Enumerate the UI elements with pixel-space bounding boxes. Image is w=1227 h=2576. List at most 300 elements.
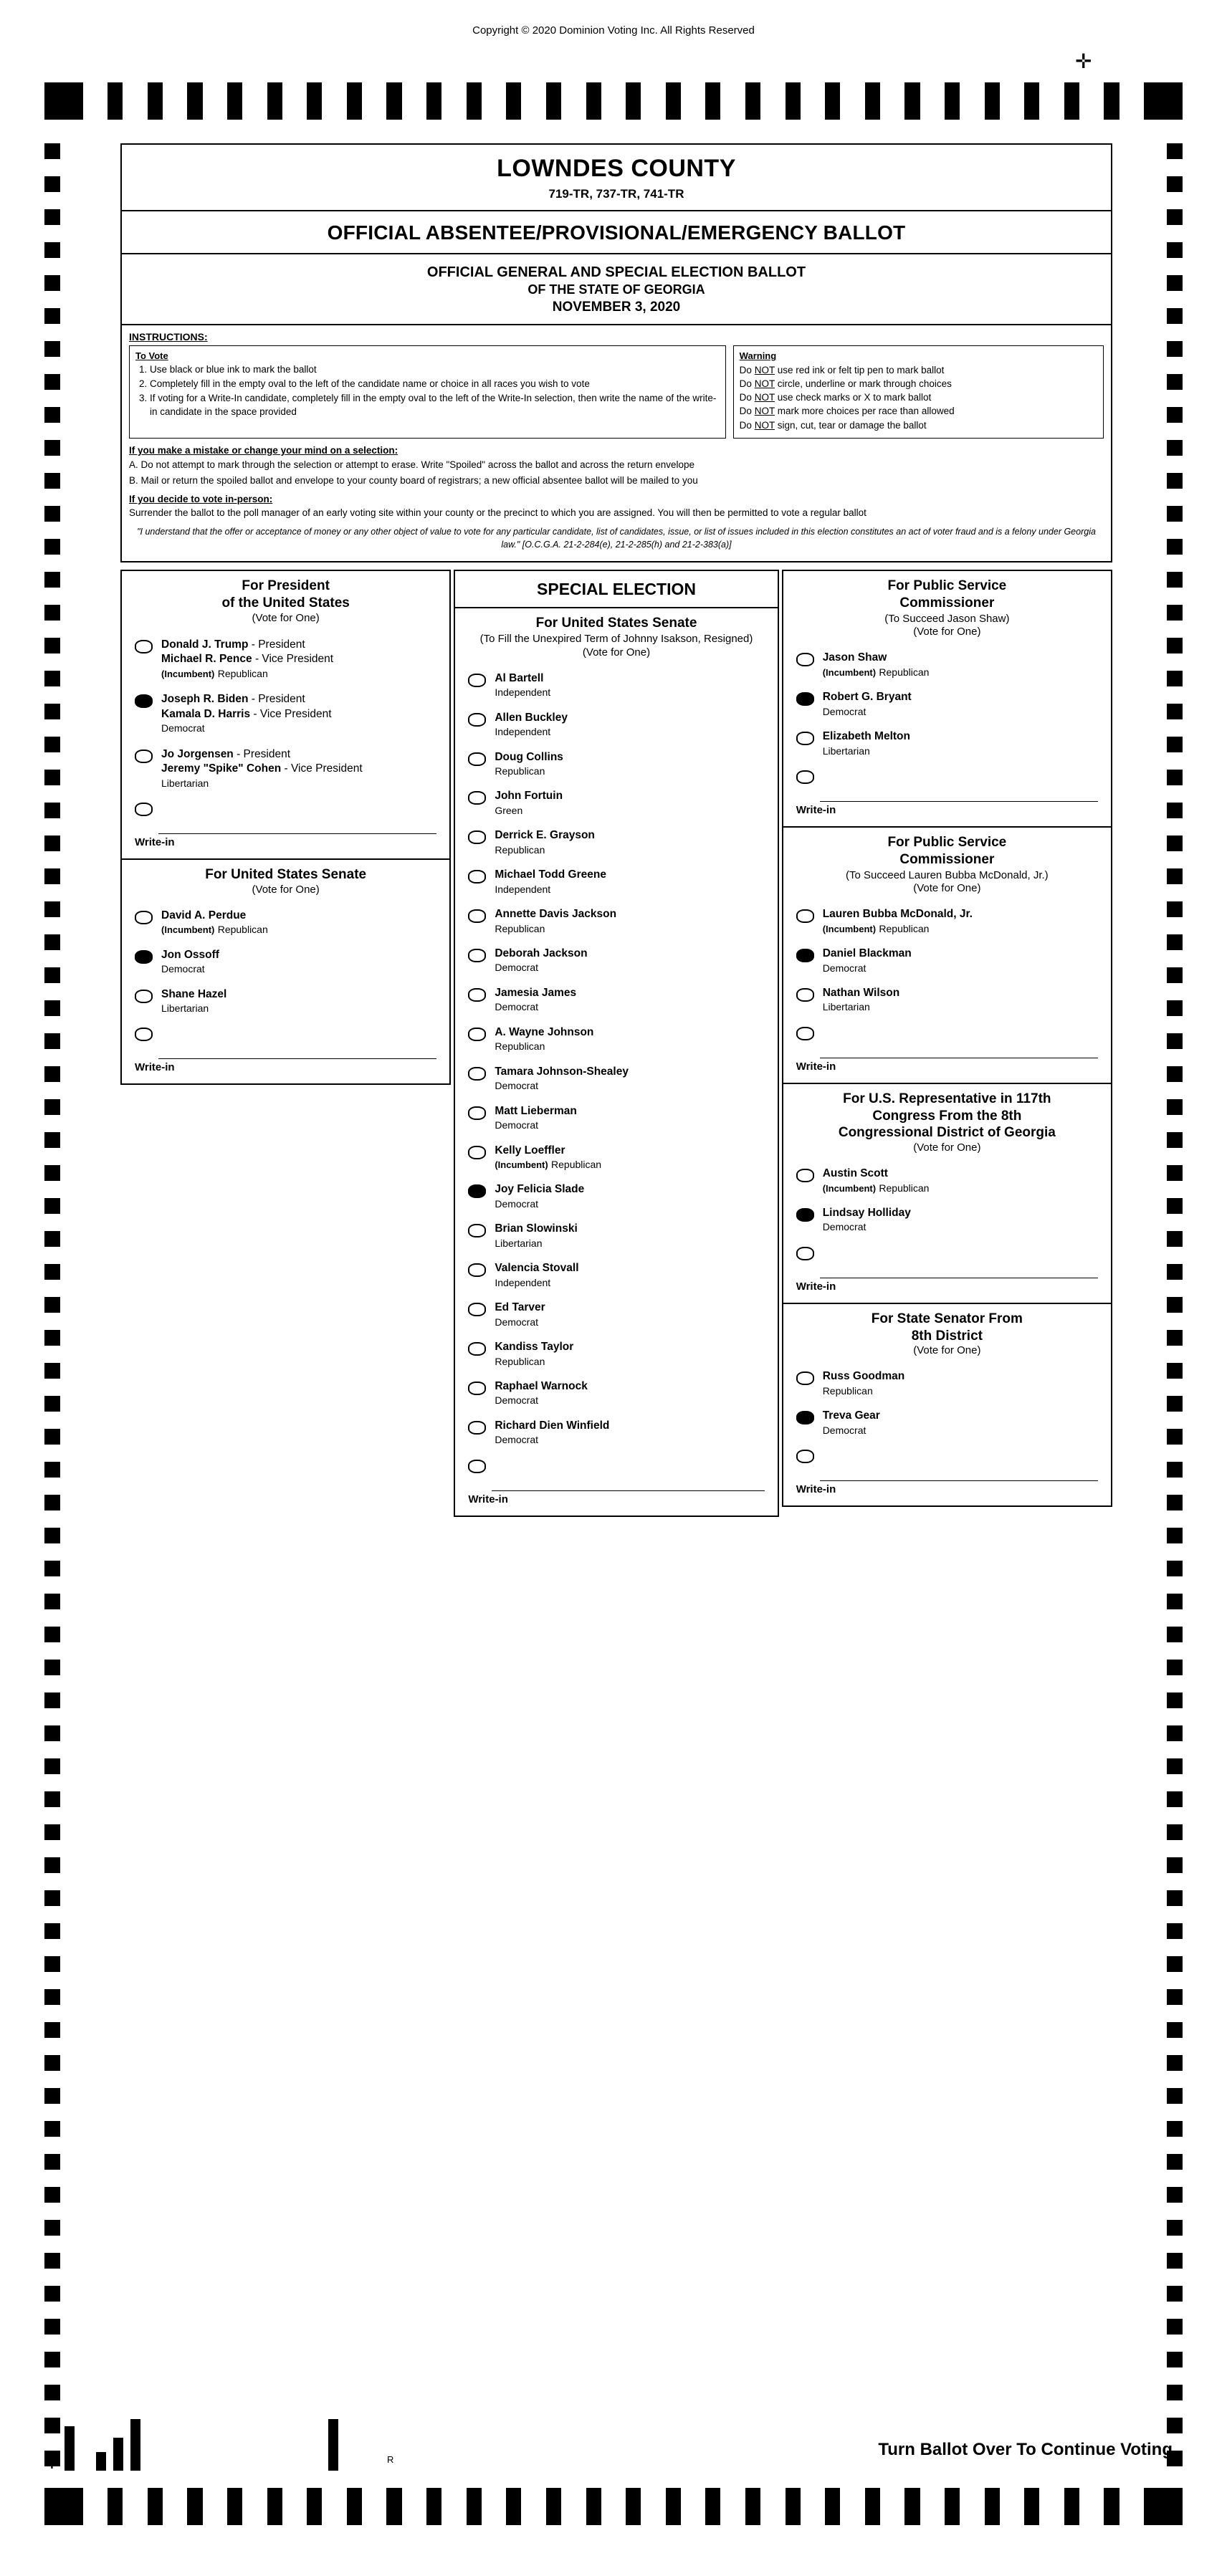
- candidate-option[interactable]: [783, 1404, 1111, 1443]
- candidate-name: Lauren Bubba McDonald, Jr.: [822, 908, 973, 921]
- vote-oval[interactable]: [468, 1224, 486, 1237]
- contest-title-line: For State Senator From: [871, 1311, 1023, 1326]
- vote-oval[interactable]: [468, 1460, 486, 1473]
- vote-oval[interactable]: [468, 830, 486, 844]
- candidate-option[interactable]: [783, 942, 1111, 981]
- candidate-name: David A. Perdue: [161, 909, 247, 921]
- candidate-option[interactable]: [455, 1256, 777, 1296]
- candidate-party: Libertarian: [822, 1001, 870, 1013]
- candidate-text: [495, 868, 606, 897]
- candidate-option[interactable]: [455, 1020, 777, 1060]
- contest-title-line: Commissioner: [899, 851, 995, 867]
- contest-title: [783, 1304, 1111, 1362]
- right-timing-marks: [1167, 143, 1183, 2484]
- vote-oval[interactable]: [796, 1169, 814, 1182]
- vote-oval[interactable]: [135, 950, 153, 964]
- candidate-party: (Incumbent) Republican: [822, 1182, 930, 1194]
- contest-title-line: Commissioner: [899, 595, 995, 611]
- candidate-name: Allen Buckley: [495, 711, 568, 724]
- contest-subtitle: (To Succeed Lauren Bubba McDonald, Jr.): [846, 868, 1049, 881]
- candidate-party: Republican: [495, 843, 545, 856]
- contest-psc-shaw: [782, 570, 1112, 828]
- contest-vote-for: (Vote for One): [913, 1141, 981, 1154]
- ballot-id-marks: [44, 2415, 446, 2471]
- candidate-option[interactable]: [455, 706, 777, 745]
- contest-title: [455, 608, 777, 663]
- candidate-name: Jamesia James: [495, 986, 577, 999]
- candidate-party: Republican: [495, 1355, 545, 1367]
- contest-us-senate-regular: [120, 858, 451, 1085]
- candidate-option[interactable]: [455, 666, 777, 706]
- contest-title-line: For Public Service: [887, 578, 1007, 594]
- mistake-heading: If you make a mistake or change your mind on a selection:: [129, 444, 398, 456]
- candidate-party: Democrat: [495, 1316, 539, 1328]
- candidate-party: Democrat: [495, 962, 539, 974]
- candidate-option[interactable]: [783, 1162, 1111, 1201]
- candidate-option[interactable]: [455, 823, 777, 863]
- warning-item: Do NOT mark more choices per race than allowed: [739, 406, 955, 417]
- writein-option[interactable]: [455, 1453, 777, 1473]
- candidate-party: (Incumbent) Republican: [161, 667, 268, 679]
- writein-line[interactable]: [158, 819, 436, 834]
- instruction-step: 3. If voting for a Write-In candidate, completely fill in the empty oval to the left of the Write-In selection, then write the name of the write-in candidate in the space provided: [150, 392, 720, 418]
- candidate-party: Libertarian: [822, 744, 870, 757]
- contest-options: [122, 629, 449, 858]
- candidate-text: [495, 750, 563, 780]
- candidate-party: Democrat: [495, 1119, 539, 1131]
- candidate-name: Doug Collins: [495, 750, 563, 763]
- candidate-option[interactable]: [122, 904, 449, 943]
- candidate-text: [495, 671, 550, 701]
- contest-options: [783, 643, 1111, 826]
- candidate-name: Kelly Loeffler: [495, 1144, 565, 1157]
- candidate-name: Ed Tarver: [495, 1301, 545, 1314]
- candidate-text: [823, 1167, 930, 1196]
- candidate-name: Al Bartell: [495, 671, 544, 684]
- candidate-option[interactable]: [455, 1139, 777, 1178]
- candidate-text: [161, 987, 226, 1017]
- candidate-text: [495, 1301, 545, 1330]
- instructions-heading: INSTRUCTIONS:: [129, 331, 208, 343]
- writein-label: Write-in: [796, 1280, 836, 1293]
- candidate-text: [161, 692, 332, 736]
- candidate-option[interactable]: [455, 1217, 777, 1256]
- candidate-party: Democrat: [822, 705, 866, 717]
- writein-line[interactable]: [820, 1263, 1098, 1278]
- candidate-name: Shane Hazel: [161, 987, 227, 1000]
- candidate-name: Matt Lieberman: [495, 1104, 577, 1117]
- writein-option[interactable]: [122, 1021, 449, 1041]
- candidate-option[interactable]: [783, 1364, 1111, 1404]
- special-election-header: SPECIAL ELECTION: [455, 571, 777, 608]
- candidate-option[interactable]: [455, 745, 777, 785]
- candidate-text: [161, 638, 333, 681]
- warning-item: Do NOT use check marks or X to mark ballot: [739, 392, 932, 403]
- turn-ballot-over-notice: Turn Ballot Over To Continue Voting: [878, 2440, 1173, 2459]
- to-vote-box: [129, 345, 726, 439]
- vote-oval[interactable]: [468, 1067, 486, 1081]
- candidate-text: [495, 1261, 578, 1291]
- candidate-text: [161, 747, 363, 791]
- candidate-name: Austin Scott: [822, 1167, 888, 1180]
- contest-title: [122, 571, 449, 629]
- running-mate-name: Michael R. Pence - Vice President: [161, 653, 334, 666]
- writein-line[interactable]: [158, 1044, 436, 1059]
- writein-area[interactable]: [122, 1041, 449, 1078]
- vote-oval[interactable]: [796, 732, 814, 745]
- writein-area[interactable]: [783, 1260, 1111, 1297]
- candidate-option[interactable]: [122, 742, 449, 796]
- candidate-party: Republican: [495, 1040, 545, 1053]
- candidate-text: [161, 909, 268, 938]
- writein-area[interactable]: [783, 1463, 1111, 1500]
- candidate-name: Deborah Jackson: [495, 947, 588, 960]
- election-date: NOVEMBER 3, 2020: [552, 300, 681, 315]
- vote-oval[interactable]: [135, 694, 153, 708]
- candidate-text: [495, 1065, 629, 1094]
- candidate-option[interactable]: [122, 982, 449, 1022]
- candidate-name: Donald J. Trump - President: [161, 638, 305, 651]
- candidate-option[interactable]: [783, 685, 1111, 724]
- candidate-text: [495, 789, 563, 818]
- candidate-name: Jason Shaw: [822, 651, 887, 664]
- candidate-option[interactable]: [122, 632, 449, 686]
- candidate-text: [161, 948, 219, 977]
- vote-oval[interactable]: [468, 791, 486, 805]
- candidate-option[interactable]: [455, 1374, 777, 1414]
- candidate-option[interactable]: [455, 981, 777, 1020]
- candidate-text: [495, 1104, 577, 1134]
- writein-area[interactable]: [122, 816, 449, 853]
- vote-oval[interactable]: [468, 1421, 486, 1435]
- candidate-party: Democrat: [161, 963, 205, 975]
- candidate-name: Robert G. Bryant: [822, 691, 912, 704]
- vote-oval[interactable]: [468, 988, 486, 1002]
- candidate-option[interactable]: [455, 784, 777, 823]
- contest-title: [783, 828, 1111, 899]
- writein-label: Write-in: [796, 1060, 836, 1073]
- candidate-text: [495, 1379, 588, 1409]
- vote-oval[interactable]: [468, 1382, 486, 1395]
- contest-title-line: For Public Service: [887, 835, 1007, 851]
- instruction-step: 1. Use black or blue ink to mark the ballot: [150, 363, 720, 376]
- instructions-block: [122, 325, 1111, 561]
- candidate-party: Green: [495, 804, 523, 816]
- vote-oval[interactable]: [135, 911, 153, 924]
- writein-label: Write-in: [796, 1483, 836, 1496]
- election-line-2: OF THE STATE OF GEORGIA: [527, 282, 705, 297]
- inperson-text: Surrender the ballot to the poll manager of an early voting site within your county or the precinct to which you are assigned. You will then be permitted to vote a regular ballot: [129, 507, 866, 519]
- contest-vote-for: (Vote for One): [252, 883, 320, 896]
- contest-options: [122, 901, 449, 1084]
- contest-special-election: [454, 570, 778, 1516]
- candidate-name: Annette Davis Jackson: [495, 908, 617, 921]
- candidate-party: Democrat: [822, 1221, 866, 1233]
- warning-item: Do NOT circle, underline or mark through choices: [739, 378, 952, 390]
- candidate-text: [495, 1182, 584, 1212]
- writein-option[interactable]: [122, 796, 449, 816]
- warning-box: [733, 345, 1104, 439]
- candidate-name: Nathan Wilson: [822, 986, 900, 999]
- candidate-option[interactable]: [783, 1201, 1111, 1240]
- candidate-name: Joy Felicia Slade: [495, 1183, 585, 1196]
- mistake-option-b: B. Mail or return the spoiled ballot and envelope to your county board of registrars; a new official absentee ballot will be mailed to you: [129, 475, 698, 486]
- candidate-name: Kandiss Taylor: [495, 1341, 574, 1354]
- candidate-option[interactable]: [783, 724, 1111, 764]
- vote-oval[interactable]: [468, 1263, 486, 1277]
- contest-vote-for: (Vote for One): [582, 646, 651, 659]
- candidate-party: Democrat: [495, 1080, 539, 1092]
- candidate-party: (Incumbent) Republican: [822, 922, 930, 934]
- candidate-option[interactable]: [455, 942, 777, 981]
- vote-oval[interactable]: [468, 752, 486, 766]
- candidate-party: Democrat: [495, 1394, 539, 1407]
- candidate-name: Brian Slowinski: [495, 1222, 578, 1235]
- precinct-codes: 719-TR, 737-TR, 741-TR: [548, 187, 684, 201]
- candidate-party: Democrat: [822, 962, 866, 974]
- contest-title-line: 8th District: [911, 1328, 983, 1344]
- election-line-1: OFFICIAL GENERAL AND SPECIAL ELECTION BALLOT: [426, 264, 806, 280]
- candidate-option[interactable]: [455, 902, 777, 942]
- vote-oval[interactable]: [796, 1247, 814, 1260]
- candidate-party: Independent: [495, 883, 551, 895]
- ballot-content: [120, 143, 1112, 1516]
- top-timing-marks: [44, 82, 1183, 120]
- contest-vote-for: (Vote for One): [252, 611, 320, 624]
- candidate-option[interactable]: [122, 686, 449, 741]
- candidate-text: [495, 1222, 577, 1251]
- candidate-party: Democrat: [822, 1424, 866, 1436]
- vote-oval[interactable]: [135, 990, 153, 1003]
- voter-fraud-oath: "I understand that the offer or acceptance of money or any other object of value to vote for any particular candidate, list of candidates, issue, or list of issues included in this election constitutes an act of voter fraud and is a felony under Georgia law." [O.C.G.A. 21-2-284(e), 21-2-285(h) and 21-2-383(a)]: [137, 527, 1096, 550]
- candidate-option[interactable]: [783, 646, 1111, 685]
- candidate-name: John Fortuin: [495, 790, 563, 803]
- county-header: [122, 145, 1111, 211]
- candidate-party: Libertarian: [161, 777, 209, 789]
- writein-label: Write-in: [135, 836, 175, 849]
- contest-options: [455, 664, 777, 1516]
- candidate-party: Independent: [495, 1276, 551, 1288]
- candidate-name: Russ Goodman: [822, 1370, 905, 1383]
- contest-us-rep-8: [782, 1083, 1112, 1304]
- candidate-text: [823, 907, 973, 937]
- contest-columns: [120, 570, 1112, 1515]
- candidate-party: Republican: [495, 765, 545, 777]
- candidate-party: Democrat: [161, 722, 205, 734]
- contest-options: [783, 1159, 1111, 1303]
- candidate-party: Independent: [495, 726, 551, 738]
- warning-item: Do NOT use red ink or felt tip pen to mark ballot: [739, 365, 945, 375]
- candidate-text: [823, 986, 900, 1015]
- candidate-option[interactable]: [455, 1296, 777, 1335]
- instruction-step: 2. Completely fill in the empty oval to the left of the candidate name or choice in all races you wish to vote: [150, 378, 720, 391]
- candidate-text: [823, 1409, 880, 1438]
- candidate-option[interactable]: [783, 981, 1111, 1020]
- candidate-text: [495, 711, 568, 740]
- contest-state-senator-8: [782, 1303, 1112, 1507]
- writein-option[interactable]: [783, 1443, 1111, 1463]
- contest-title-line: For President: [242, 578, 330, 594]
- contest-psc-mcdonald: [782, 826, 1112, 1084]
- copyright-notice: Copyright © 2020 Dominion Voting Inc. All Rights Reserved: [472, 24, 755, 37]
- contest-vote-for: (Vote for One): [913, 882, 981, 895]
- contest-subtitle: (To Fill the Unexpired Term of Johnny Isakson, Resigned): [479, 633, 753, 646]
- candidate-option[interactable]: [455, 1099, 777, 1139]
- candidate-party: (Incumbent) Republican: [161, 924, 268, 936]
- candidate-name: Treva Gear: [822, 1409, 880, 1422]
- candidate-party: (Incumbent) Republican: [822, 666, 930, 678]
- candidate-option[interactable]: [783, 902, 1111, 942]
- writein-line[interactable]: [820, 787, 1098, 802]
- writein-label: Write-in: [135, 1061, 175, 1074]
- county-name: LOWNDES COUNTY: [497, 155, 736, 182]
- candidate-name: Derrick E. Grayson: [495, 829, 595, 842]
- contest-vote-for: (Vote for One): [913, 626, 981, 638]
- vote-oval[interactable]: [796, 909, 814, 923]
- candidate-option[interactable]: [455, 1060, 777, 1099]
- left-timing-marks: [44, 143, 60, 2484]
- bottom-timing-marks: [44, 2488, 1183, 2525]
- contest-vote-for: (Vote for One): [913, 1344, 981, 1357]
- candidate-party: Independent: [495, 686, 551, 699]
- candidate-option[interactable]: [455, 1335, 777, 1374]
- candidate-text: [495, 1144, 601, 1173]
- candidate-text: [823, 1206, 911, 1235]
- vote-oval[interactable]: [468, 1146, 486, 1159]
- candidate-party: (Incumbent) Republican: [495, 1159, 602, 1171]
- candidate-name: Joseph R. Biden - President: [161, 693, 305, 706]
- vote-oval[interactable]: [796, 1450, 814, 1463]
- candidate-name: Elizabeth Melton: [822, 730, 910, 743]
- vote-oval[interactable]: [796, 653, 814, 666]
- vote-oval[interactable]: [796, 1411, 814, 1425]
- vote-oval[interactable]: [468, 909, 486, 923]
- candidate-name: Lindsay Holliday: [822, 1207, 911, 1220]
- vote-oval[interactable]: [468, 949, 486, 962]
- candidate-name: Valencia Stovall: [495, 1262, 579, 1275]
- vote-oval[interactable]: [796, 692, 814, 706]
- candidate-text: [495, 907, 616, 937]
- contest-us-senate-special: [455, 608, 777, 1515]
- candidate-option[interactable]: [455, 1177, 777, 1217]
- candidate-name: Raphael Warnock: [495, 1380, 588, 1392]
- candidate-party: Democrat: [495, 1001, 539, 1013]
- mistake-instructions: [129, 445, 1104, 487]
- warning-item: Do NOT sign, cut, tear or damage the ballot: [739, 419, 927, 431]
- ballot-header: [120, 143, 1112, 562]
- vote-oval[interactable]: [796, 1371, 814, 1385]
- writein-option[interactable]: [783, 1240, 1111, 1260]
- contest-title: [122, 860, 449, 901]
- candidate-text: [823, 1369, 905, 1399]
- candidate-party: Democrat: [495, 1434, 539, 1446]
- writein-area[interactable]: [783, 1040, 1111, 1077]
- candidate-text: [495, 828, 595, 858]
- official-title-row: [122, 211, 1111, 254]
- writein-option[interactable]: [783, 1020, 1111, 1040]
- warning-title: Warning: [739, 350, 777, 361]
- writein-label: Write-in: [468, 1493, 508, 1505]
- candidate-party: Republican: [495, 922, 545, 934]
- writein-area[interactable]: [783, 784, 1111, 820]
- vote-oval[interactable]: [468, 1106, 486, 1120]
- contest-title-line: Congressional District of Georgia: [838, 1125, 1056, 1141]
- inperson-heading: If you decide to vote in-person:: [129, 494, 273, 505]
- vote-oval[interactable]: [796, 949, 814, 962]
- candidate-option[interactable]: [455, 1414, 777, 1453]
- running-mate-name: Jeremy "Spike" Cohen - Vice President: [161, 762, 363, 775]
- to-vote-title: To Vote: [135, 350, 168, 361]
- candidate-option[interactable]: [455, 863, 777, 902]
- vote-oval[interactable]: [135, 750, 153, 763]
- vote-oval[interactable]: [796, 770, 814, 784]
- vote-oval[interactable]: [468, 713, 486, 727]
- vote-oval[interactable]: [468, 1028, 486, 1041]
- writein-label: Write-in: [796, 804, 836, 817]
- candidate-option[interactable]: [122, 943, 449, 982]
- vote-oval[interactable]: [135, 1028, 153, 1041]
- candidate-party: Republican: [822, 1384, 873, 1397]
- vote-oval[interactable]: [796, 988, 814, 1002]
- candidate-text: [495, 947, 587, 976]
- running-mate-name: Kamala D. Harris - Vice President: [161, 707, 332, 720]
- candidate-name: Michael Todd Greene: [495, 868, 606, 881]
- candidate-name: Jo Jorgensen - President: [161, 747, 291, 760]
- candidate-name: Tamara Johnson-Shealey: [495, 1065, 629, 1078]
- candidate-name: Daniel Blackman: [822, 947, 912, 960]
- writein-line[interactable]: [820, 1466, 1098, 1481]
- contest-options: [783, 899, 1111, 1083]
- vote-oval[interactable]: [796, 1208, 814, 1222]
- contest-options: [783, 1361, 1111, 1505]
- candidate-party: Democrat: [495, 1197, 539, 1210]
- writein-option[interactable]: [783, 764, 1111, 784]
- vote-oval[interactable]: [468, 1184, 486, 1198]
- contest-title: [783, 1084, 1111, 1159]
- column-middle: [454, 570, 778, 1515]
- candidate-name: A. Wayne Johnson: [495, 1025, 594, 1038]
- alignment-plus-icon: +: [47, 2456, 57, 2474]
- candidate-text: [495, 1419, 609, 1448]
- vote-oval[interactable]: [468, 1342, 486, 1356]
- candidate-name: Richard Dien Winfield: [495, 1419, 610, 1432]
- vote-oval[interactable]: [135, 640, 153, 653]
- candidate-text: [823, 729, 910, 759]
- candidate-party: Libertarian: [495, 1237, 543, 1249]
- candidate-text: [495, 1025, 593, 1055]
- official-title: OFFICIAL ABSENTEE/PROVISIONAL/EMERGENCY BALLOT: [327, 221, 906, 244]
- contest-title-line: For United States Senate: [205, 867, 367, 883]
- mistake-option-a: A. Do not attempt to mark through the selection or attempt to erase. Write "Spoiled" across the ballot and across the return envelope: [129, 459, 695, 470]
- column-left: [120, 570, 451, 1083]
- writein-area[interactable]: [455, 1473, 777, 1510]
- contest-title-line: For U.S. Representative in 117th: [843, 1091, 1051, 1106]
- vote-oval[interactable]: [468, 674, 486, 687]
- vote-oval[interactable]: [796, 1027, 814, 1040]
- candidate-text: [823, 947, 912, 976]
- contest-title-line: For United States Senate: [535, 616, 697, 631]
- inperson-instructions: [129, 494, 1104, 519]
- writein-line[interactable]: [492, 1476, 764, 1491]
- vote-oval[interactable]: [468, 1303, 486, 1316]
- candidate-name: Jon Ossoff: [161, 948, 219, 961]
- candidate-party: Libertarian: [161, 1002, 209, 1015]
- contest-subtitle: (To Succeed Jason Shaw): [884, 612, 1010, 625]
- writein-line[interactable]: [820, 1043, 1098, 1058]
- vote-oval[interactable]: [135, 803, 153, 816]
- candidate-text: [823, 651, 930, 680]
- vote-oval[interactable]: [468, 870, 486, 884]
